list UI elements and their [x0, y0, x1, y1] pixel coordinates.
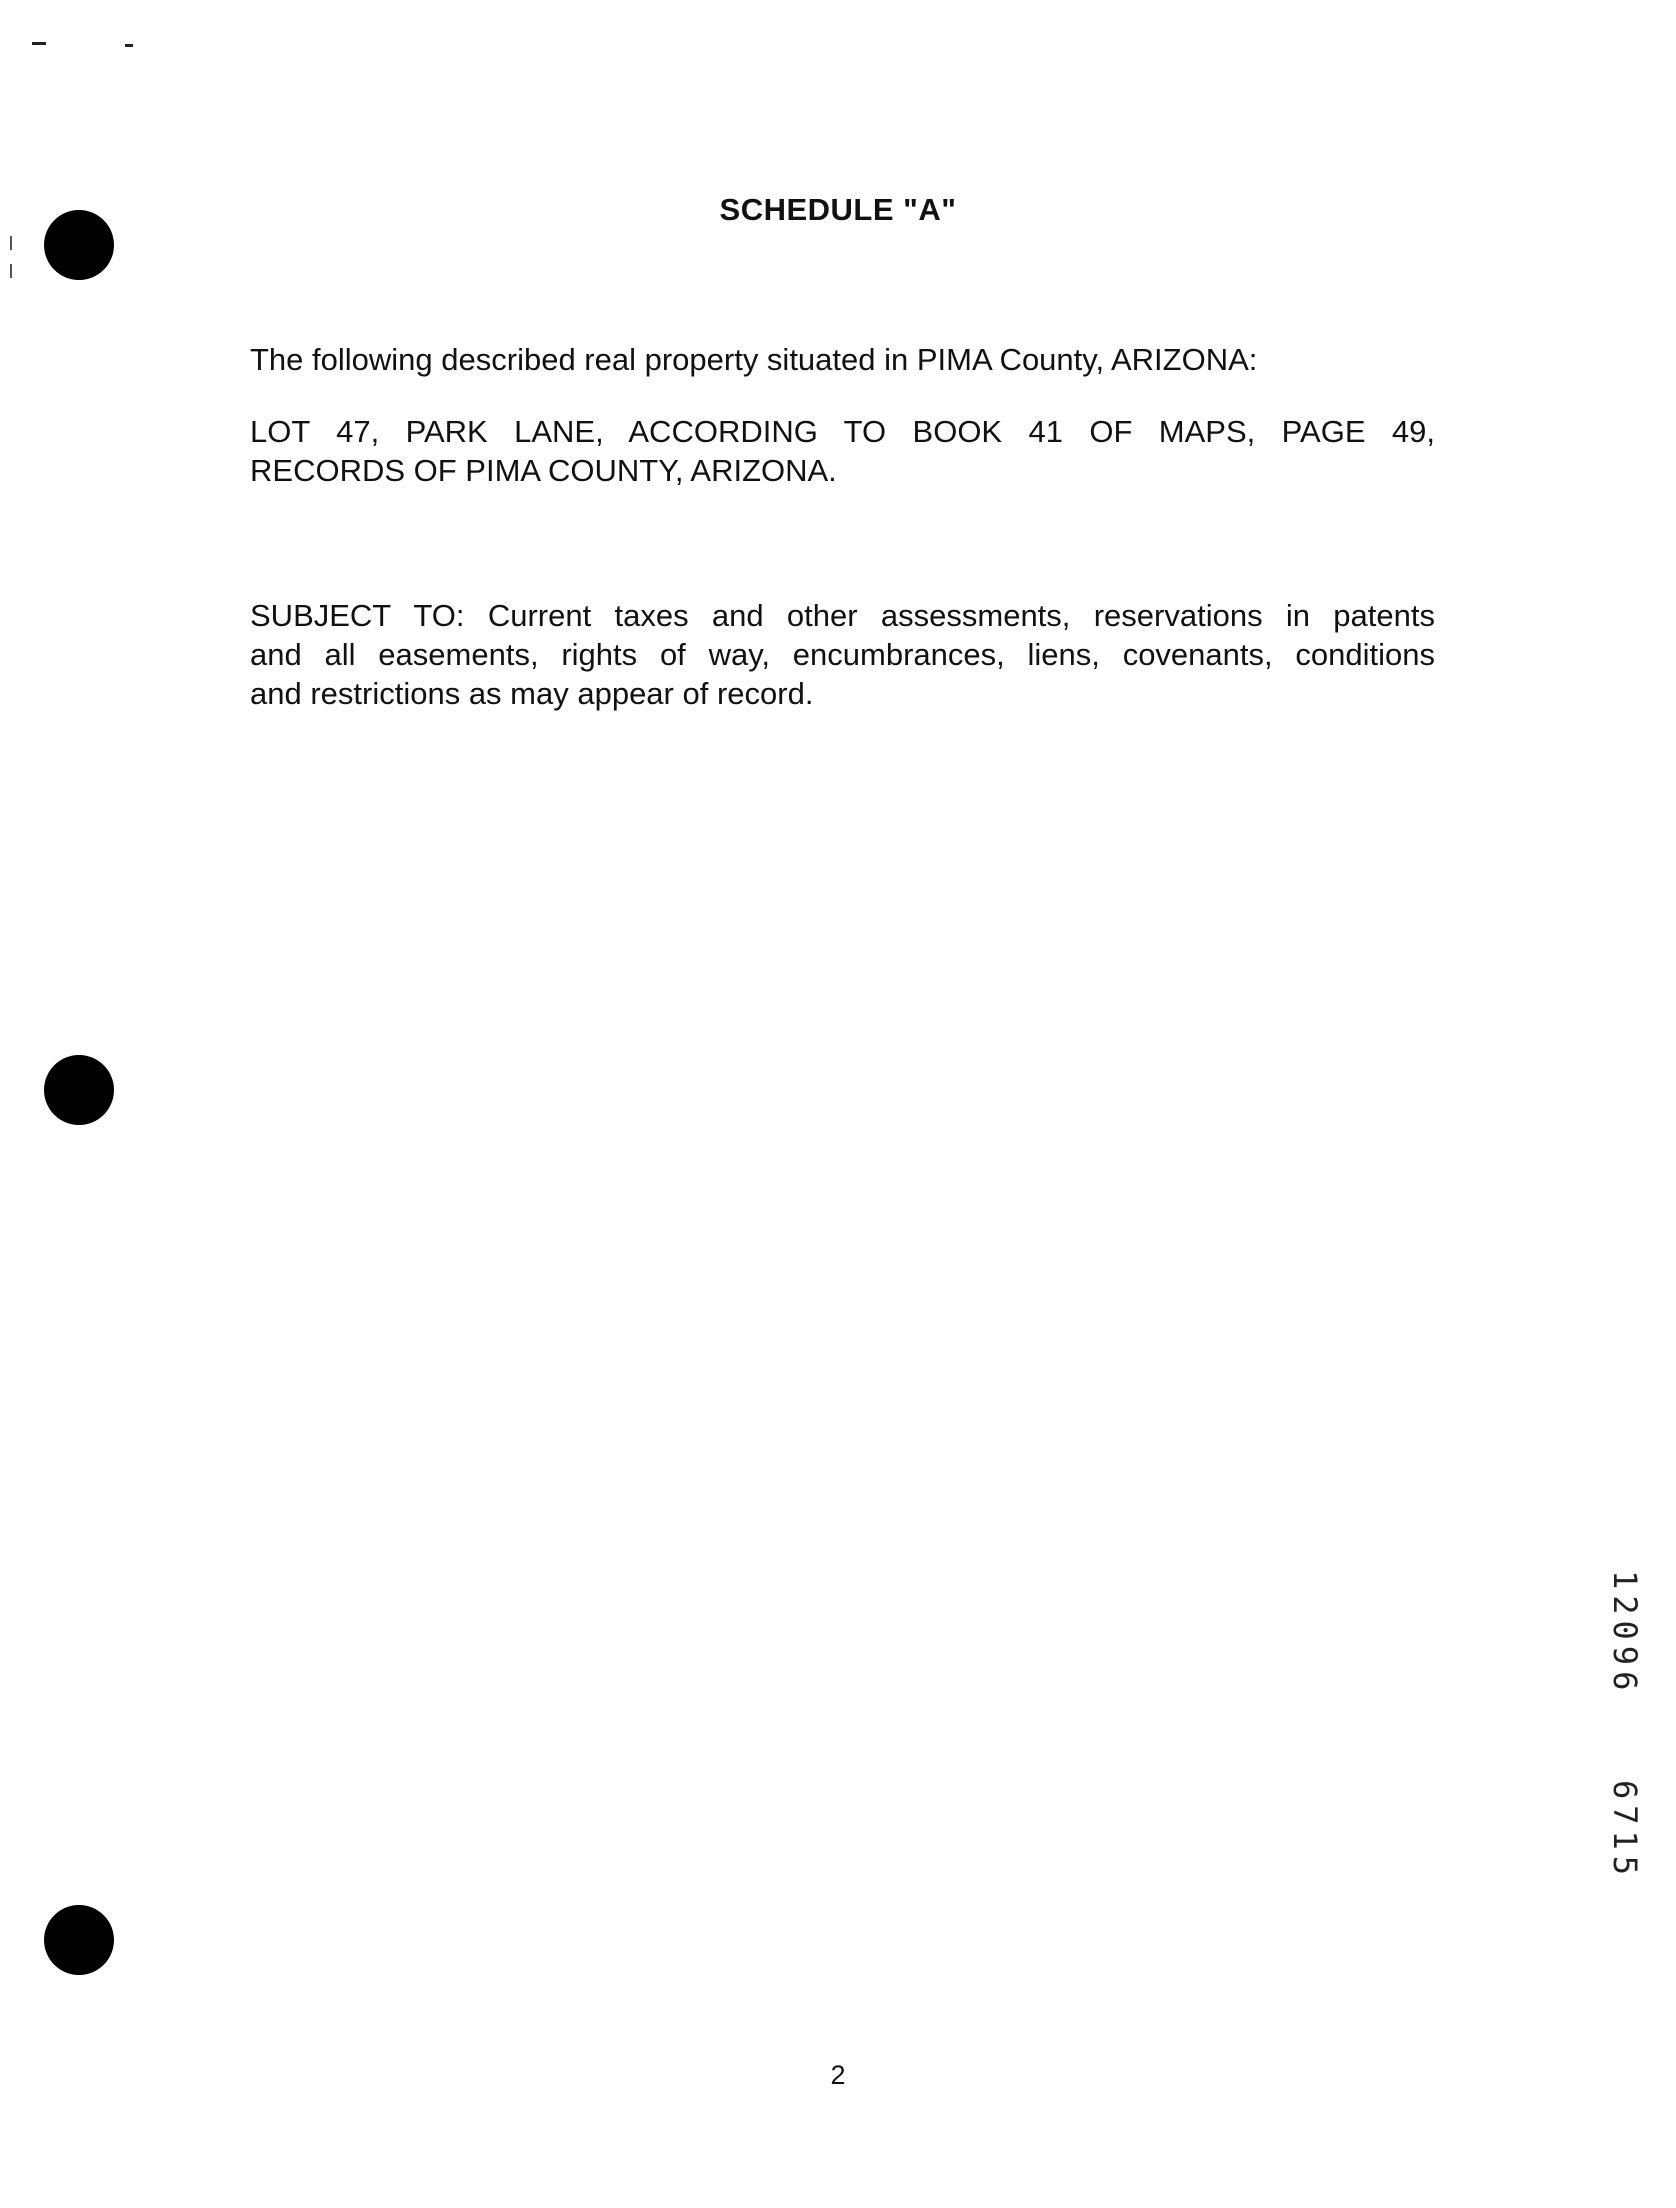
scan-edge-tick — [10, 264, 12, 278]
recording-number-stamp — [1606, 1570, 1650, 1920]
legal-description-line: LOT 47, PARK LANE, ACCORDING TO BOOK 41 OF MAPS, PAGE 49, — [250, 414, 1435, 449]
recording-number-group: 12096 — [1606, 1570, 1644, 1697]
legal-description-paragraph — [250, 412, 1435, 490]
subject-to-line: SUBJECT TO: Current taxes and other assessments, reservations in patents — [250, 598, 1435, 633]
legal-description-line: RECORDS OF PIMA COUNTY, ARIZONA. — [250, 453, 837, 488]
property-intro-paragraph: The following described real property situated in PIMA County, ARIZONA: — [250, 342, 1258, 377]
binder-punch-hole — [44, 1055, 114, 1125]
subject-to-line: and restrictions as may appear of record. — [250, 676, 814, 711]
binder-punch-hole — [44, 1905, 114, 1975]
schedule-title: SCHEDULE "A" — [719, 192, 957, 227]
recording-number-group: 6715 — [1606, 1780, 1644, 1882]
scan-artifact-mark — [125, 44, 133, 47]
subject-to-paragraph — [250, 596, 1435, 713]
scan-edge-tick — [10, 236, 12, 250]
scan-artifact-mark — [32, 42, 46, 45]
subject-to-line: and all easements, rights of way, encumbrances, liens, covenants, conditions — [250, 637, 1435, 672]
page-number: 2 — [830, 2060, 846, 2090]
